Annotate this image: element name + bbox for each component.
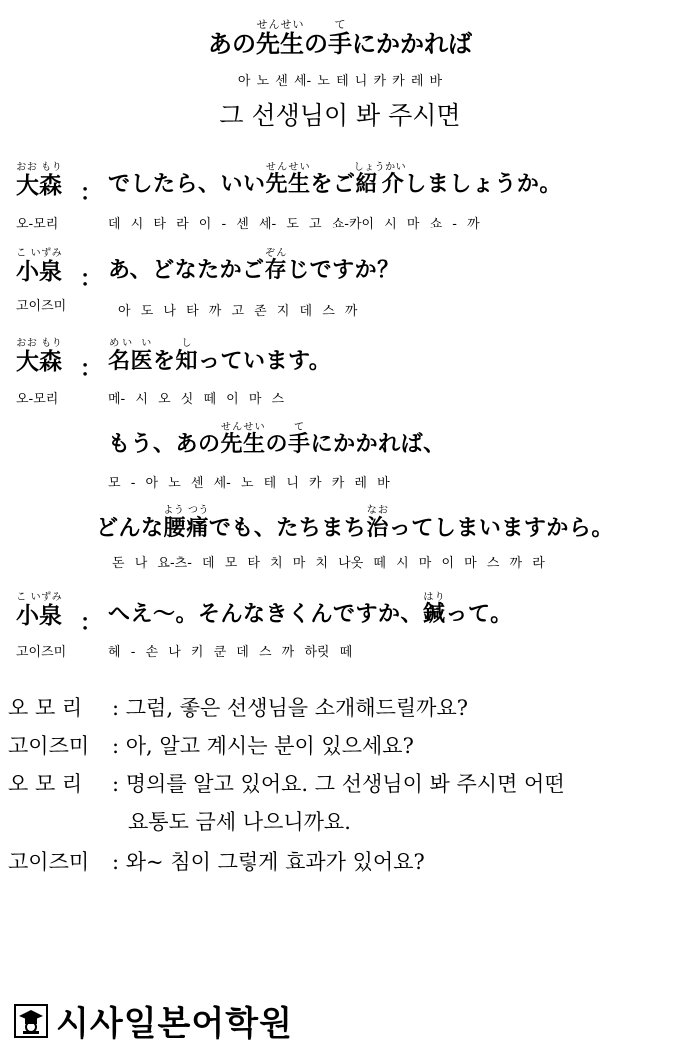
japanese-line: でしたら、いい先生せんせいをご紹介しょうかいしましょうか。 — [108, 162, 562, 197]
speaker-name: 小泉こ いずみ — [16, 592, 62, 629]
speaker-name: 小泉こ いずみ — [16, 248, 62, 285]
translation-line: 요통도 금세 나으니까요. — [128, 810, 351, 834]
translation-line: 오 모 리 : 명의를 알고 있어요. 그 선생님이 봐 주시면 어떤 — [8, 772, 565, 796]
japanese-line: もう、あの先生せんせいの手てにかかれば、 — [108, 422, 446, 457]
brand-name: 시사일본어학원 — [56, 1004, 293, 1044]
speaker-colon: ： — [80, 357, 103, 382]
speaker-colon: ： — [80, 181, 103, 206]
speaker-colon: ： — [80, 267, 103, 292]
speaker-pronunciation: 고이즈미 — [16, 299, 67, 314]
dialogue-line-2 — [16, 248, 62, 286]
speaker-pronunciation: 오-모리 — [16, 392, 59, 407]
dialogue-line-1 — [16, 162, 62, 200]
title-korean: 그 선생님이 봐 주시면 — [219, 101, 461, 130]
brand-logo — [14, 996, 293, 1045]
line-pronunciation: 헤 - 손 나 키 쿤 데 스 까 하릿 떼 — [108, 645, 353, 660]
title-pronunciation: 아 노 센 세- 노 테 니 카 카 레 바 — [237, 74, 443, 89]
dialogue-line-6 — [16, 592, 62, 630]
japanese-line: 名医めい いを知しっています。 — [108, 338, 332, 374]
translation-line: 고이즈미 : 아, 알고 계시는 분이 있으세요? — [8, 734, 414, 758]
dialogue-line-3 — [16, 338, 62, 376]
speaker-pronunciation: 오-모리 — [16, 217, 59, 232]
japanese-line: へえ～。そんなきくんですか、鍼はりって。 — [108, 592, 513, 627]
speaker-pronunciation: 고이즈미 — [16, 645, 67, 660]
line-pronunciation: 데 시 타 라 이 - 센 세- 도 고 쇼-카이 시 마 쇼 - 까 — [108, 217, 480, 232]
japanese-line: あ、どなたかご存ぞんじですか？ — [108, 248, 400, 283]
speaker-colon: ： — [80, 611, 103, 636]
line-pronunciation: 아 도 나 타 까 고 존 지 데 스 까 — [118, 304, 358, 319]
title-japanese: あの先生せんせいの手てにかかれば — [208, 18, 472, 58]
speaker-name: 大森おお もり — [16, 338, 62, 375]
translation-line: 고이즈미 : 와~ 침이 그렇게 효과가 있어요? — [8, 850, 425, 874]
translation-line: 오 모 리 : 그럼, 좋은 선생님을 소개해드릴까요? — [8, 696, 469, 720]
japanese-line: どんな腰痛よう つうでも、たちまち治なおってしまいますから。 — [96, 505, 614, 541]
line-pronunciation: 모 - 아 노 센 세- 노 테 니 카 카 레 바 — [108, 476, 390, 491]
line-pronunciation: 돈 나 요-츠- 데 모 타 치 마 치 나옷 떼 시 마 이 마 스 까 라 — [112, 556, 545, 571]
graduate-icon — [14, 1004, 48, 1038]
speaker-name: 大森おお もり — [16, 162, 62, 199]
line-pronunciation: 메- 시 오 싯 떼 이 마 스 — [108, 392, 285, 407]
